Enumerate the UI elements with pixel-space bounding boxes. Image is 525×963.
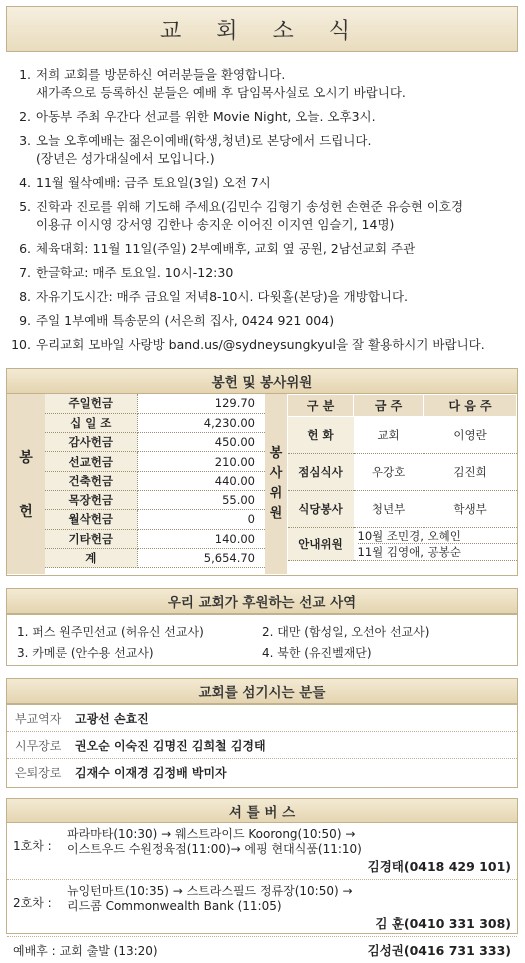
notice-item: 9. 주일 1부예배 특송문의 (서은희 집사, 0424 921 004) <box>19 313 335 328</box>
notice-item: 6. 체육대회: 11월 11일(주일) 2부예배후, 교회 옆 공원, 2남선교회 주관 <box>19 241 416 256</box>
notice-item: 4. 11월 월삭예배: 금주 토요일(3일) 오전 7시 <box>19 175 271 190</box>
list-item: 은퇴장로 김재수 이재경 김정배 박미자 <box>15 766 227 780</box>
bus-section-header: 셔 틀 버 스 <box>6 798 518 824</box>
offering-section <box>6 394 518 576</box>
usher-row: 안내위원 10월 조민경, 오혜인 11월 김영애, 공봉순 <box>288 528 517 561</box>
notice-item: 7. 한글학교: 매주 토요일. 10시-12:30 <box>19 265 234 280</box>
bus-schedule <box>6 822 518 958</box>
page-title: 교 회 소 식 <box>6 6 518 52</box>
offering-table <box>45 394 265 568</box>
list-item: 2. 대만 (함성일, 오선아 선교사) <box>262 625 430 639</box>
notice-item: 1. 저희 교회를 방문하신 여러분들을 환영합니다. 새가족으로 등록하신 분들은 예배 후 담임목사실로 오시기 바랍니다. <box>19 67 406 100</box>
list-item: 예배후 : 교회 출발 (13:20) 김성권(0416 731 333) <box>13 943 511 958</box>
table-row: 점심식사 우강호 김진희 <box>288 454 517 491</box>
list-item: 1. 퍼스 원주민선교 (허유신 선교사) <box>17 625 204 639</box>
table-row: 목장헌금 55.00 <box>45 490 265 509</box>
list-item: 2호차 : 뉴잉턴마트(10:35) → 스트라스필드 정류장(10:50) → 리드콤 Commonwealth Bank (11:05) 김 훈(0410 331 308) <box>7 880 517 937</box>
table-row: 주일헌금 129.70 <box>45 394 265 413</box>
table-row: 식당봉사 청년부 학생부 <box>288 491 517 528</box>
table-row: 선교헌금 210.00 <box>45 452 265 471</box>
list-item: 4. 북한 (유진벨재단) <box>262 646 372 660</box>
table-row: 건축헌금 440.00 <box>45 471 265 490</box>
table-row-total: 계 5,654.70 <box>45 548 265 567</box>
service-side-label: 봉 사 위 원 <box>265 394 287 574</box>
mission-list <box>6 614 518 666</box>
column-header: 다 음 주 <box>424 395 517 417</box>
notice-item: 8. 자유기도시간: 매주 금요일 저녁8-10시. 다윗홀(본당)을 개방합니다. <box>19 289 409 304</box>
table-row: 감사헌금 450.00 <box>45 433 265 452</box>
column-header: 금 주 <box>354 395 424 417</box>
notice-item: 5. 진학과 진로를 위해 기도해 주세요(김민수 김형기 송성헌 손현준 유승현 이호경 이용규 이시영 강서영 김한나 송지운 이어진 이지연 임슬기, 14명) <box>19 199 464 232</box>
leaders-section-header: 교회를 섬기시는 분들 <box>6 678 518 704</box>
notice-item: 3. 오늘 오후예배는 젊은이예배(학생,청년)로 본당에서 드립니다. (장년은 성가대실에서 모입니다.) <box>19 133 372 166</box>
column-header: 구 분 <box>288 395 354 417</box>
table-row: 기타헌금 140.00 <box>45 529 265 548</box>
notice-item: 10. 우리교회 모바일 사랑방 band.us/@sydneysungkyul을 잘 활용하시기 바랍니다. <box>11 337 485 352</box>
mission-section-header: 우리 교회가 후원하는 선교 사역 <box>6 588 518 614</box>
service-table <box>287 394 517 561</box>
offering-side-label: 봉 헌 <box>7 394 45 574</box>
list-item: 1호차 : 파라마타(10:30) → 웨스트라이드 Koorong(10:50) → 이스트우드 수원정육점(11:00)→ 에핑 현대식품(11:10) 김경태(0418 429 101) <box>7 823 517 880</box>
table-row: 십 일 조 4,230.00 <box>45 413 265 432</box>
notice-list <box>10 66 518 360</box>
usher-entry: 10월 조민경, 오혜인 <box>358 528 517 544</box>
table-row: 헌 화 교회 이영란 <box>288 417 517 454</box>
usher-entry: 11월 김영애, 공봉순 <box>357 545 461 559</box>
notice-item: 2. 아동부 주최 우간다 선교를 위한 Movie Night, 오늘. 오후3시. <box>19 109 376 124</box>
list-item: 3. 카메룬 (안수용 선교사) <box>17 646 154 660</box>
leaders-list <box>6 704 518 788</box>
list-item: 시무장로 권오순 이숙진 김명진 김희철 김경태 <box>7 732 517 759</box>
table-row: 월삭헌금 0 <box>45 510 265 529</box>
list-item: 부교역자 고광선 손효진 <box>7 705 517 732</box>
offering-section-header: 봉헌 및 봉사위원 <box>6 368 518 394</box>
